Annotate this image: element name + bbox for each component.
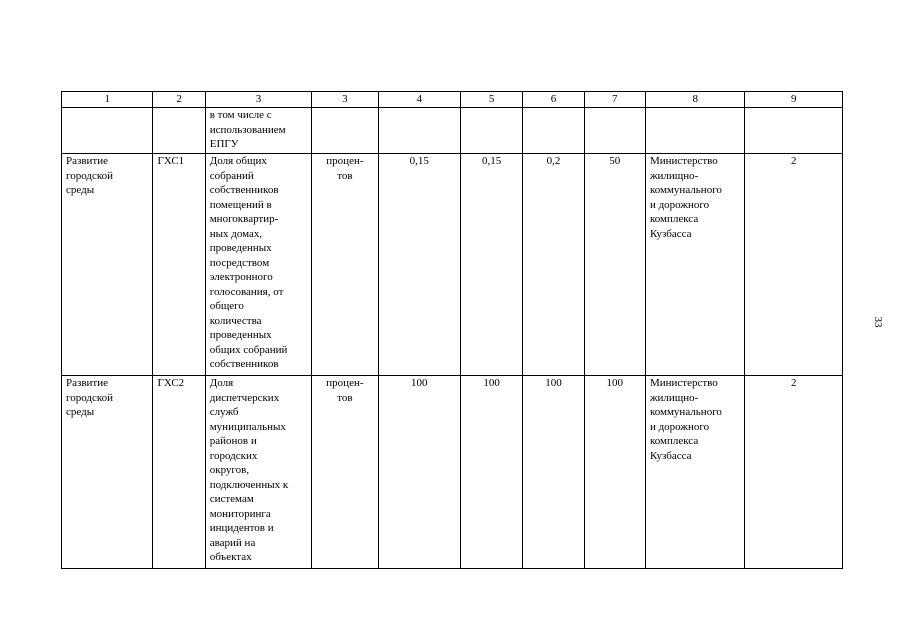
code-cell: ГХС2 [153,376,205,569]
indicator-cell: Доля общих собраний собственников помещений в многоквартир- ных домах, проведенных посредством электронного голосования, от общего количества проведенных общих собраний собственников [205,154,312,376]
ministry-cell: Министерство жилищно- коммунального и дорожного комплекса Кузбасса [645,376,745,569]
table-row [62,376,843,569]
col9-cell: 2 [745,376,843,569]
code-cell: ГХС1 [153,154,205,376]
empty-cell [461,108,523,154]
value-cell: 0,15 [461,154,523,376]
empty-cell [378,108,460,154]
empty-cell [584,108,645,154]
value-cell: 0,2 [523,154,584,376]
header-cell: 1 [62,92,153,108]
ministry-cell: Министерство жилищно- коммунального и дорожного комплекса Кузбасса [645,154,745,376]
header-cell: 5 [461,92,523,108]
continuation-row [62,108,843,154]
header-cell: 7 [584,92,645,108]
header-cell: 3 [205,92,312,108]
header-cell: 4 [378,92,460,108]
table-row [62,154,843,376]
empty-cell [153,108,205,154]
indicator-cell: в том числе с использованием ЕПГУ [205,108,312,154]
unit-cell: процен- тов [312,376,378,569]
value-cell: 100 [523,376,584,569]
value-cell: 0,15 [378,154,460,376]
value-cell: 100 [461,376,523,569]
program-cell: Развитие городской среды [62,376,153,569]
value-cell: 100 [584,376,645,569]
header-row [62,92,843,108]
header-cell: 3 [312,92,378,108]
empty-cell [745,108,843,154]
value-cell: 100 [378,376,460,569]
header-cell: 8 [645,92,745,108]
header-cell: 6 [523,92,584,108]
header-cell: 9 [745,92,843,108]
empty-cell [523,108,584,154]
empty-cell [312,108,378,154]
col9-cell: 2 [745,154,843,376]
indicators-table [61,91,843,569]
empty-cell [645,108,745,154]
header-cell: 2 [153,92,205,108]
program-cell: Развитие городской среды [62,154,153,376]
unit-cell: процен- тов [312,154,378,376]
page-number: 33 [872,316,884,328]
indicator-cell: Доля диспетчерских служб муниципальных районов и городских округов, подключенных к системам мониторинга инцидентов и аварий на объектах [205,376,312,569]
value-cell: 50 [584,154,645,376]
empty-cell [62,108,153,154]
